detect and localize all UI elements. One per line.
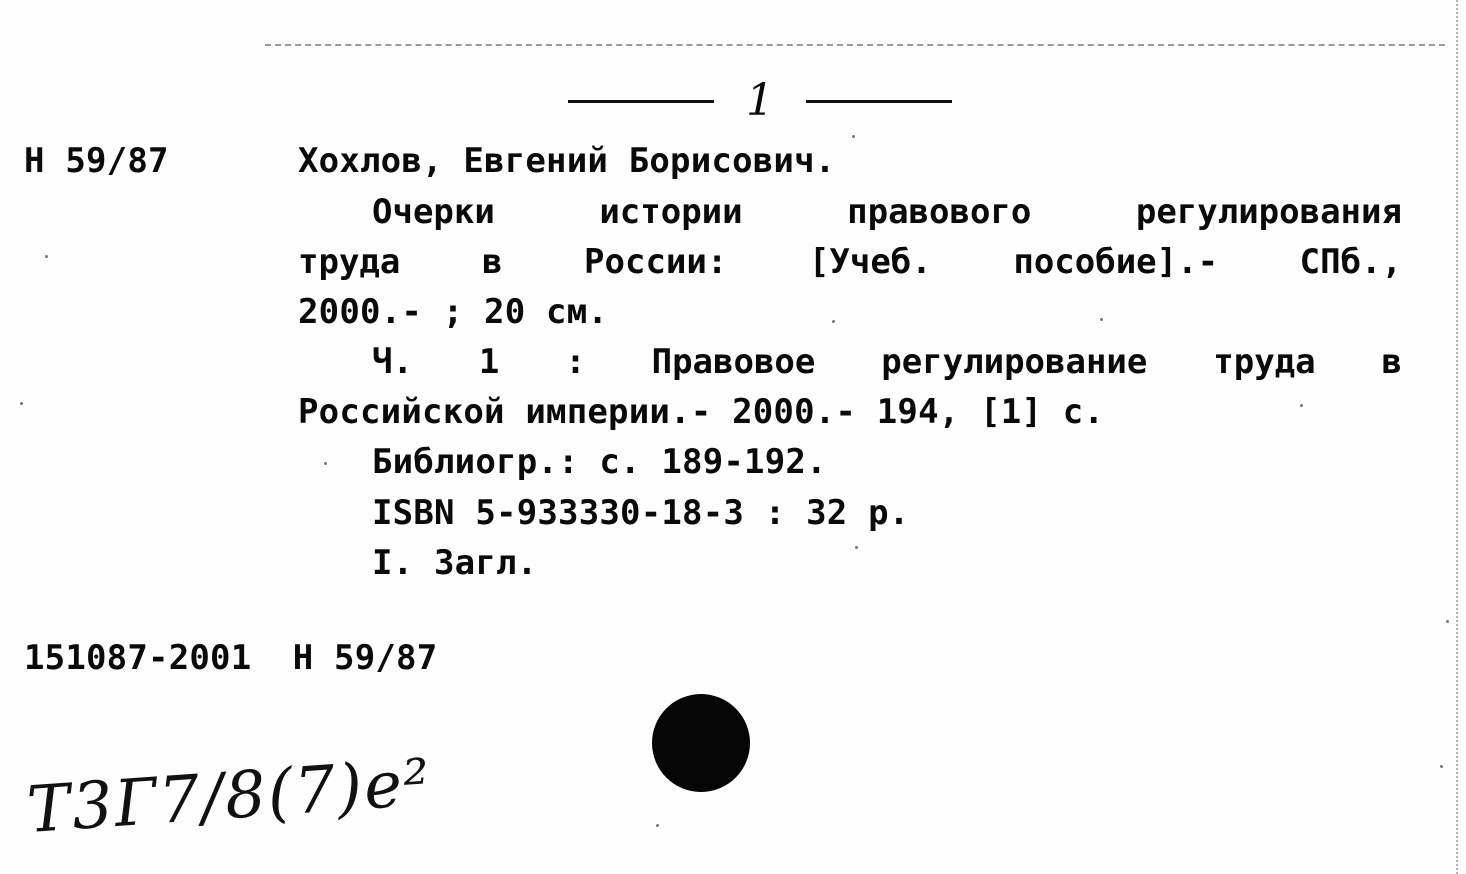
scan-speck (832, 320, 835, 323)
title-word: в (481, 242, 503, 282)
isbn-line: ISBN 5-933330-18-3 : 32 р. (372, 493, 910, 533)
scan-speck (1100, 318, 1103, 321)
card-number-left-rule (568, 100, 714, 103)
part-word: регулирование (881, 342, 1148, 382)
scan-speck (324, 462, 327, 465)
scan-speck (45, 255, 48, 258)
bibliography-note: Библиогр.: с. 189-192. (372, 442, 827, 482)
part-word: : (565, 342, 586, 382)
punch-hole (652, 694, 750, 792)
publication-line: 2000.- ; 20 см. (298, 292, 609, 332)
title-word: труда (298, 242, 401, 282)
scan-speck (20, 402, 23, 405)
title-word: СПб., (1299, 242, 1402, 282)
author-heading: Хохлов, Евгений Борисович. (298, 141, 836, 181)
scan-speck (852, 135, 855, 138)
scan-speck (656, 824, 659, 827)
card-number-right-rule (806, 100, 952, 103)
title-line-1 (372, 192, 1402, 232)
title-word: регулирования (1135, 192, 1402, 232)
card-right-edge (1456, 0, 1458, 874)
card-number-row (568, 74, 952, 128)
title-tracing: I. Загл. (372, 543, 538, 583)
scan-speck (1446, 620, 1449, 623)
part-word: труда (1213, 342, 1316, 382)
accession-number: 151087-2001 Н 59/87 (24, 638, 438, 678)
scan-speck (1300, 404, 1303, 407)
card-number: 1 (746, 75, 774, 126)
title-line-2 (298, 242, 1402, 282)
part-word: в (1381, 342, 1402, 382)
handwritten-classification: Т3Г7/8(7)е² (24, 745, 434, 848)
scan-speck (1440, 765, 1443, 768)
title-word: пособие].- (1013, 242, 1219, 282)
title-word: России: (584, 242, 728, 282)
part-word: 1 (478, 342, 500, 382)
part-word: Ч. (372, 342, 413, 382)
title-word: Очерки (372, 192, 495, 232)
top-dashed-rule (265, 44, 1445, 46)
title-word: [Учеб. (808, 242, 932, 282)
part-word: Правовое (651, 342, 816, 382)
shelfmark: Н 59/87 (24, 141, 169, 181)
scan-speck (855, 546, 858, 549)
title-word: истории (599, 192, 743, 232)
part-line-2: Российской империи.- 2000.- 194, [1] с. (298, 392, 1105, 432)
part-line-1 (372, 342, 1402, 382)
title-word: правового (847, 192, 1032, 232)
